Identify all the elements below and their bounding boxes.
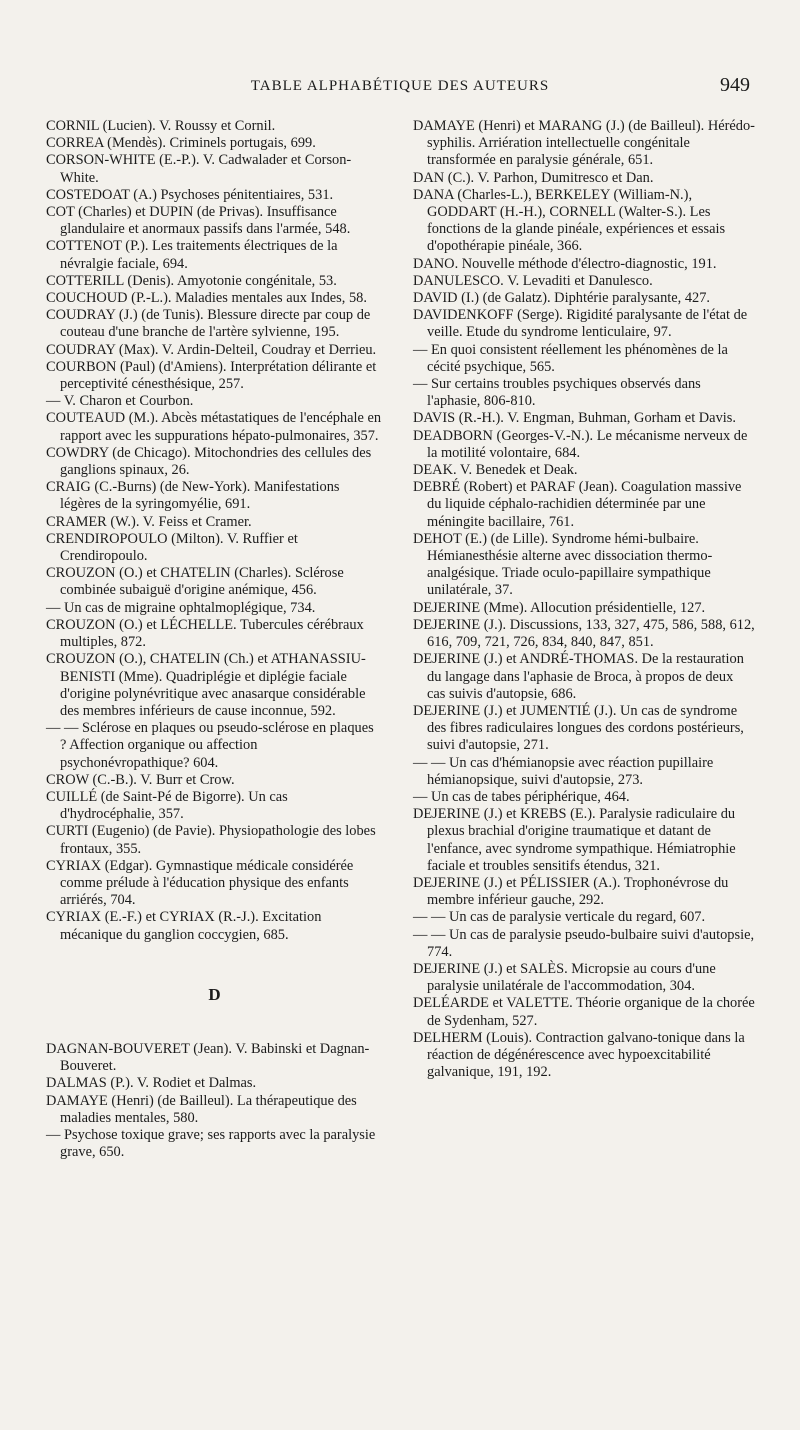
page-number: 949 <box>720 74 750 96</box>
index-entry: DEAK. V. Benedek et Deak. <box>413 462 578 479</box>
index-entry: — Sur certains troubles psychiques observés dans l'aphasie, 806-810. <box>413 376 701 410</box>
index-entry: DAMAYE (Henri) (de Bailleul). La thérapeutique des maladies mentales, 580. <box>46 1092 357 1126</box>
index-entry: DAVIDENKOFF (Serge). Rigidité paralysante de l'état de veille. Etude du syndrome lenticulaire, 97. <box>413 307 748 341</box>
index-entry: DEADBORN (Georges-V.-N.). Le mécanisme nerveux de la motilité volontaire, 684. <box>413 427 748 461</box>
index-entry: DELÉARDE et VALETTE. Théorie organique de la chorée de Sydenham, 527. <box>413 995 755 1029</box>
index-entry: — — Un cas de paralysie verticale du regard, 607. <box>413 909 706 926</box>
index-entry: COSTEDOAT (A.) Psychoses pénitentiaires, 531. <box>46 186 334 203</box>
index-entry: — V. Charon et Courbon. <box>46 393 194 410</box>
index-entry: DEBRÉ (Robert) et PARAF (Jean). Coagulation massive du liquide céphalo-rachidien déterminée par une méningite bacillaire, 761. <box>413 479 742 530</box>
index-entry: DEJERINE (Mme). Allocution présidentielle, 127. <box>413 599 706 616</box>
index-entry: DAGNAN-BOUVERET (Jean). V. Babinski et Dagnan-Bouveret. <box>46 1040 370 1075</box>
index-entry: COUTEAUD (M.). Abcès métastatiques de l'encéphale en rapport avec les suppurations hépato-pulmonaires, 357. <box>46 410 382 444</box>
index-entry: CYRIAX (E.-F.) et CYRIAX (R.-J.). Excitation mécanique du ganglion coccygien, 685. <box>46 909 322 943</box>
index-entry: — Psychose toxique grave; ses rapports avec la paralysie grave, 650. <box>46 1126 376 1161</box>
entries-right-list <box>413 118 755 1081</box>
index-entry: DAVIS (R.-H.). V. Engman, Buhman, Gorham et Davis. <box>413 410 736 427</box>
index-entry: DEJERINE (J.). Discussions, 133, 327, 475, 586, 588, 612, 616, 709, 721, 726, 834, 840, 847, 851. <box>413 616 755 651</box>
index-entry: — En quoi consistent réellement les phénomènes de la cécité psychique, 565. <box>413 341 728 375</box>
index-entry: CROUZON (O.) et LÉCHELLE. Tubercules cérébraux multiples, 872. <box>46 616 364 651</box>
index-entry: CROUZON (O.), CHATELIN (Ch.) et ATHANASSIU-BENISTI (Mme). Quadriplégie et diplégie faciale d'origine polynévritique avec anasarque considérable des membres inférieurs de cause inconnue, 592. <box>46 651 366 719</box>
index-entry: CURTI (Eugenio) (de Pavie). Physiopathologie des lobes frontaux, 355. <box>46 823 376 857</box>
index-entry: COUCHOUD (P.-L.). Maladies mentales aux Indes, 58. <box>46 290 367 307</box>
index-entry: CROUZON (O.) et CHATELIN (Charles). Sclérose combinée subaiguë d'origine anémique, 456. <box>46 565 344 599</box>
index-entry: DEJERINE (J.) et PÉLISSIER (A.). Trophonévrose du membre inférieur gauche, 292. <box>413 874 729 909</box>
index-entry: DELHERM (Louis). Contraction galvano-tonique dans la réaction de dégénérescence avec hypoexcitabilité galvanique, 191, 192. <box>413 1029 745 1081</box>
section-letter: D <box>208 984 221 1004</box>
page-header <box>0 74 800 104</box>
index-entry: DAMAYE (Henri) et MARANG (J.) (de Bailleul). Hérédo-syphilis. Arriération intellectuelle congénitale transformée en paralysie générale, 651. <box>413 118 755 169</box>
index-entry: CROW (C.-B.). V. Burr et Crow. <box>46 771 235 788</box>
index-entry: COTTENOT (P.). Les traitements électriques de la névralgie faciale, 694. <box>46 238 338 272</box>
index-entry: CUILLÉ (de Saint-Pé de Bigorre). Un cas d'hydrocéphalie, 357. <box>46 788 288 823</box>
index-entry: CYRIAX (Edgar). Gymnastique médicale considérée comme prélude à l'éducation physique des enfants arriérés, 704. <box>46 857 354 909</box>
index-entry: DEJERINE (J.) et SALÈS. Micropsie au cours d'une paralysie unilatérale de l'accommodation, 304. <box>413 960 716 995</box>
entries-c-list <box>46 118 383 944</box>
index-entry: COTTERILL (Denis). Amyotonie congénitale, 53. <box>46 272 337 289</box>
index-entry: COURBON (Paul) (d'Amiens). Interprétation délirante et perceptivité cénesthésique, 257. <box>46 358 377 393</box>
index-entry: CORNIL (Lucien). V. Roussy et Cornil. <box>46 118 276 134</box>
index-entry: DEJERINE (J.) et KREBS (E.). Paralysie radiculaire du plexus brachial d'origine traumatique et datant de l'enfance, avec syndrome sympathique. Hémiatrophie faciale et troubles sensitifs étendus, 321. <box>413 806 736 874</box>
index-entry: DALMAS (P.). V. Rodiet et Dalmas. <box>46 1075 257 1092</box>
index-entry: — — Un cas d'hémianopsie avec réaction pupillaire hémianopsique, suivi d'autopsie, 273. <box>413 754 714 788</box>
index-entry: COWDRY (de Chicago). Mitochondries des cellules des ganglions spinaux, 26. <box>46 444 372 479</box>
index-entry: CORSON-WHITE (E.-P.). V. Cadwalader et Corson-White. <box>46 152 352 186</box>
index-entry: DEJERINE (J.) et JUMENTIÉ (J.). Un cas de syndrome des fibres radiculaires longues des cordons postérieurs, suivi d'autopsie, 271. <box>413 702 744 754</box>
index-entry: DANA (Charles-L.), BERKELEY (William-N.), GODDART (H.-H.), CORNELL (Walter-S.). Les fonctions de la glande pinéale, expériences et essais d'opothérapie pinéale, 366. <box>413 186 726 255</box>
index-entry: DAVID (I.) (de Galatz). Diphtérie paralysante, 427. <box>413 290 711 307</box>
index-entry: DEHOT (E.) (de Lille). Syndrome hémi-bulbaire. Hémianesthésie alterne avec dissociation thermo-analgésique. Triade oculo-papillaire sympathique unilatérale, 37. <box>413 530 713 599</box>
running-title: TABLE ALPHABÉTIQUE DES AUTEURS <box>250 78 550 94</box>
index-entry: — Un cas de tabes périphérique, 464. <box>413 788 630 805</box>
index-entry: CRAMER (W.). V. Feiss et Cramer. <box>46 513 252 530</box>
index-entry: DEJERINE (J.) et ANDRÉ-THOMAS. De la restauration du langage dans l'aphasie de Broca, à propos de deux cas suivis d'autopsie, 686. <box>413 651 744 702</box>
index-entry: CRAIG (C.-Burns) (de New-York). Manifestations légères de la syringomyélie, 691. <box>46 479 340 513</box>
index-entry: — Un cas de migraine ophtalmoplégique, 734. <box>46 599 316 616</box>
left-column <box>46 118 383 1161</box>
entries-d-list <box>46 1041 383 1161</box>
index-entry: COUDRAY (Max). V. Ardin-Delteil, Coudray et Derrieu. <box>46 341 377 358</box>
index-entry: CORREA (Mendès). Criminels portugais, 699. <box>46 135 316 152</box>
index-entry: DANULESCO. V. Levaditi et Danulesco. <box>413 272 653 289</box>
right-column <box>413 118 755 1081</box>
index-entry: CRENDIROPOULO (Milton). V. Ruffier et Crendiropoulo. <box>46 530 298 565</box>
index-entry: DANO. Nouvelle méthode d'électro-diagnostic, 191. <box>413 255 717 272</box>
index-entry: — — Un cas de paralysie pseudo-bulbaire suivi d'autopsie, 774. <box>413 926 755 960</box>
index-entry: COUDRAY (J.) (de Tunis). Blessure directe par coup de couteau d'une branche de l'artère sylvienne, 195. <box>46 307 371 341</box>
index-entry: — — Sclérose en plaques ou pseudo-sclérose en plaques ? Affection organique ou affection psychonévropathique? 604. <box>46 720 374 771</box>
index-entry: COT (Charles) et DUPIN (de Privas). Insuffisance glandulaire et anormaux passifs dans l'armée, 548. <box>46 204 351 238</box>
index-entry: DAN (C.). V. Parhon, Dumitresco et Dan. <box>413 169 654 186</box>
